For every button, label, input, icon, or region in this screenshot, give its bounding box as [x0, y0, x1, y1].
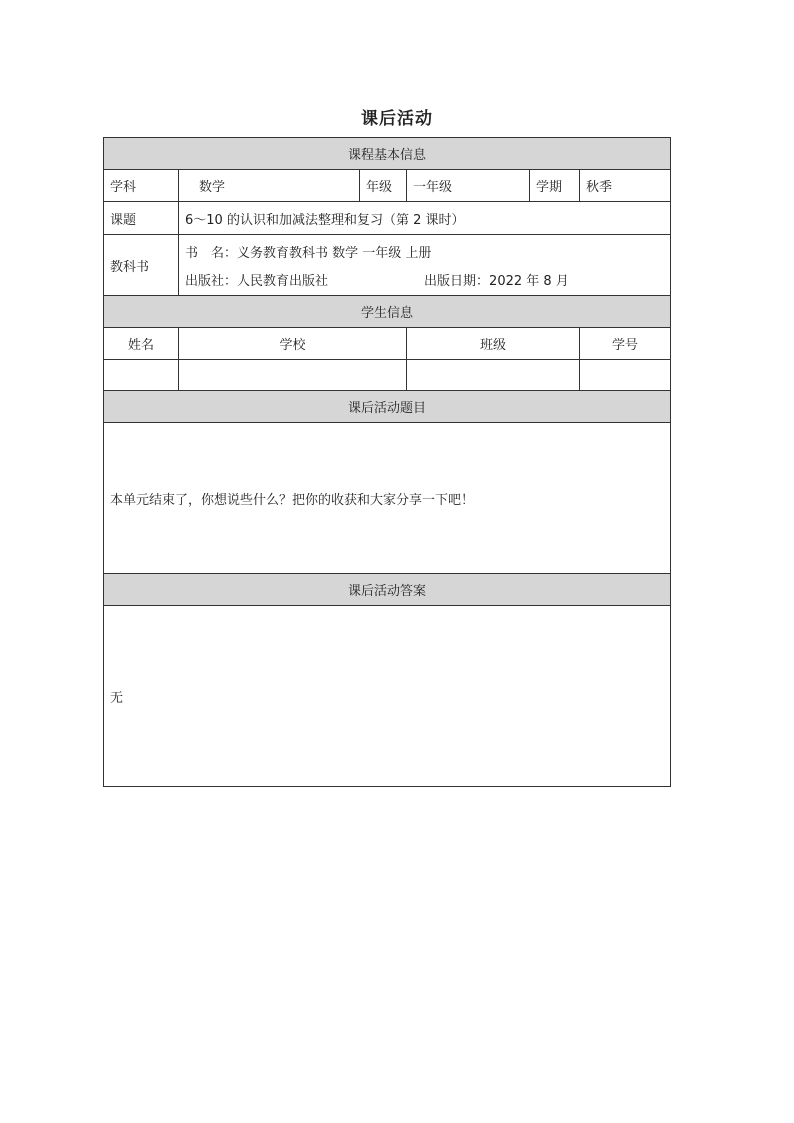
course-info-header: 课程基本信息: [104, 138, 671, 170]
col-school-header: 学校: [179, 328, 407, 360]
term-value: 秋季: [580, 170, 671, 202]
activity-header: 课后活动题目: [104, 391, 671, 423]
book-name-line: [185, 237, 664, 265]
answer-text: 无: [104, 606, 671, 787]
lesson-value: 6～10 的认识和加减法整理和复习（第 2 课时）: [179, 202, 671, 235]
answer-header: 课后活动答案: [104, 574, 671, 606]
lesson-label: 课题: [104, 202, 179, 235]
subject-label: 学科: [104, 170, 179, 202]
subject-value: 数学: [179, 170, 360, 202]
page-title: 课后活动: [361, 109, 433, 129]
pub-date-value: 2022 年 8 月: [489, 273, 569, 289]
grade-value: 一年级: [407, 170, 530, 202]
student-id-cell[interactable]: [580, 360, 671, 391]
textbook-label: 教科书: [104, 235, 179, 296]
grade-label: 年级: [360, 170, 407, 202]
student-school-cell[interactable]: [179, 360, 407, 391]
student-info-header: 学生信息: [104, 296, 671, 328]
term-label: 学期: [530, 170, 580, 202]
textbook-details: [179, 235, 671, 296]
col-class-header: 班级: [407, 328, 580, 360]
publisher-line: [185, 265, 664, 293]
col-name-header: 姓名: [104, 328, 179, 360]
book-name-label: 书 名：: [185, 245, 238, 261]
activity-table: [103, 137, 671, 787]
publisher-label: 出版社：: [185, 273, 238, 289]
activity-question: 本单元结束了，你想说些什么？把你的收获和大家分享一下吧！: [104, 423, 671, 574]
student-name-cell[interactable]: [104, 360, 179, 391]
student-class-cell[interactable]: [407, 360, 580, 391]
publisher-value: 人民教育出版社: [237, 273, 329, 289]
book-name-value: 义务教育教科书 数学 一年级 上册: [237, 245, 432, 261]
pub-date-label: 出版日期：: [424, 273, 490, 289]
col-id-header: 学号: [580, 328, 671, 360]
